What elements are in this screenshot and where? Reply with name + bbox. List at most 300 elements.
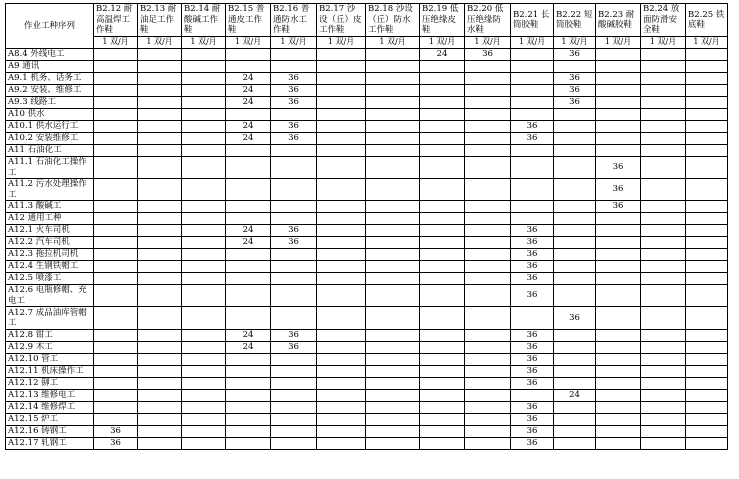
table-row bbox=[6, 366, 728, 378]
value-cell bbox=[465, 61, 511, 73]
value-cell bbox=[686, 97, 728, 109]
value-cell bbox=[317, 133, 366, 145]
value-cell bbox=[317, 330, 366, 342]
row-label: A10 供水 bbox=[6, 109, 94, 121]
value-cell bbox=[596, 213, 641, 225]
value-cell bbox=[271, 261, 317, 273]
value-cell bbox=[182, 73, 226, 85]
value-cell bbox=[317, 121, 366, 133]
value-cell bbox=[420, 273, 465, 285]
unit-cell: 1 双/月 bbox=[554, 37, 596, 49]
column-header: B2.19 低压绝缘皮鞋 bbox=[420, 4, 465, 37]
table-row bbox=[6, 273, 728, 285]
value-cell bbox=[596, 121, 641, 133]
value-cell bbox=[596, 354, 641, 366]
value-cell bbox=[596, 49, 641, 61]
unit-cell: 1 双/月 bbox=[641, 37, 686, 49]
value-cell bbox=[317, 307, 366, 330]
value-cell bbox=[511, 390, 554, 402]
value-cell bbox=[94, 85, 138, 97]
value-cell bbox=[465, 85, 511, 97]
value-cell bbox=[182, 133, 226, 145]
value-cell bbox=[366, 402, 420, 414]
value-cell: 36 bbox=[554, 307, 596, 330]
value-cell bbox=[182, 285, 226, 307]
value-cell bbox=[686, 73, 728, 85]
table-row bbox=[6, 225, 728, 237]
column-header: B2.13 耐油足工作鞋 bbox=[138, 4, 182, 37]
value-cell: 36 bbox=[511, 354, 554, 366]
value-cell bbox=[94, 109, 138, 121]
value-cell bbox=[317, 378, 366, 390]
table-row bbox=[6, 201, 728, 213]
value-cell bbox=[94, 366, 138, 378]
value-cell: 36 bbox=[94, 438, 138, 450]
unit-cell: 1 双/月 bbox=[182, 37, 226, 49]
value-cell bbox=[465, 145, 511, 157]
value-cell bbox=[554, 414, 596, 426]
value-cell bbox=[138, 201, 182, 213]
value-cell bbox=[465, 414, 511, 426]
value-cell bbox=[226, 438, 271, 450]
value-cell bbox=[596, 414, 641, 426]
value-cell bbox=[686, 342, 728, 354]
column-header: B2.24 放面防滑安全鞋 bbox=[641, 4, 686, 37]
value-cell bbox=[465, 157, 511, 179]
value-cell bbox=[138, 179, 182, 201]
value-cell bbox=[182, 145, 226, 157]
value-cell: 36 bbox=[511, 237, 554, 249]
table-body bbox=[6, 49, 728, 450]
value-cell bbox=[182, 438, 226, 450]
value-cell bbox=[366, 342, 420, 354]
value-cell bbox=[641, 109, 686, 121]
value-cell bbox=[94, 414, 138, 426]
value-cell: 36 bbox=[511, 426, 554, 438]
value-cell bbox=[641, 354, 686, 366]
value-cell bbox=[366, 378, 420, 390]
row-label: A9.3 线路工 bbox=[6, 97, 94, 109]
value-cell bbox=[596, 85, 641, 97]
value-cell bbox=[596, 261, 641, 273]
column-header: B2.23 耐酸碱胶鞋 bbox=[596, 4, 641, 37]
value-cell bbox=[686, 414, 728, 426]
value-cell bbox=[317, 438, 366, 450]
value-cell bbox=[554, 213, 596, 225]
value-cell bbox=[138, 97, 182, 109]
value-cell bbox=[94, 402, 138, 414]
value-cell bbox=[271, 378, 317, 390]
value-cell bbox=[317, 109, 366, 121]
value-cell: 36 bbox=[271, 121, 317, 133]
unit-cell: 1 双/月 bbox=[271, 37, 317, 49]
value-cell bbox=[420, 414, 465, 426]
value-cell bbox=[686, 354, 728, 366]
value-cell bbox=[271, 366, 317, 378]
value-cell bbox=[182, 426, 226, 438]
value-cell bbox=[596, 307, 641, 330]
value-cell bbox=[420, 133, 465, 145]
row-label: A12.10 管工 bbox=[6, 354, 94, 366]
value-cell bbox=[182, 273, 226, 285]
row-label: A11.3 酸碱工 bbox=[6, 201, 94, 213]
value-cell bbox=[366, 354, 420, 366]
value-cell bbox=[182, 97, 226, 109]
table-row bbox=[6, 237, 728, 249]
value-cell bbox=[271, 213, 317, 225]
value-cell bbox=[596, 402, 641, 414]
value-cell bbox=[366, 249, 420, 261]
value-cell bbox=[686, 225, 728, 237]
value-cell bbox=[366, 213, 420, 225]
value-cell bbox=[138, 390, 182, 402]
value-cell bbox=[138, 157, 182, 179]
value-cell: 36 bbox=[271, 342, 317, 354]
table-row bbox=[6, 213, 728, 225]
value-cell bbox=[596, 249, 641, 261]
value-cell bbox=[94, 249, 138, 261]
value-cell bbox=[511, 97, 554, 109]
row-label: A12.2 汽车司机 bbox=[6, 237, 94, 249]
unit-cell: 1 双/月 bbox=[366, 37, 420, 49]
value-cell bbox=[641, 73, 686, 85]
value-cell bbox=[271, 354, 317, 366]
value-cell bbox=[686, 426, 728, 438]
value-cell: 24 bbox=[226, 225, 271, 237]
value-cell bbox=[182, 225, 226, 237]
value-cell bbox=[226, 261, 271, 273]
value-cell bbox=[686, 438, 728, 450]
value-cell bbox=[366, 61, 420, 73]
value-cell: 36 bbox=[271, 133, 317, 145]
value-cell bbox=[182, 307, 226, 330]
value-cell: 36 bbox=[271, 85, 317, 97]
value-cell bbox=[271, 109, 317, 121]
value-cell bbox=[317, 390, 366, 402]
value-cell: 36 bbox=[511, 366, 554, 378]
table-row bbox=[6, 438, 728, 450]
value-cell: 24 bbox=[554, 390, 596, 402]
value-cell bbox=[182, 157, 226, 179]
value-cell bbox=[511, 73, 554, 85]
row-label: A12.13 维修电工 bbox=[6, 390, 94, 402]
value-cell bbox=[271, 61, 317, 73]
value-cell bbox=[182, 414, 226, 426]
value-cell bbox=[641, 249, 686, 261]
row-label: A12.9 木工 bbox=[6, 342, 94, 354]
value-cell bbox=[94, 97, 138, 109]
value-cell: 36 bbox=[271, 73, 317, 85]
value-cell bbox=[226, 213, 271, 225]
value-cell bbox=[138, 307, 182, 330]
table-row bbox=[6, 73, 728, 85]
value-cell bbox=[686, 179, 728, 201]
table-row bbox=[6, 426, 728, 438]
table-row bbox=[6, 133, 728, 145]
value-cell bbox=[420, 285, 465, 307]
unit-cell: 1 双/月 bbox=[138, 37, 182, 49]
value-cell bbox=[511, 61, 554, 73]
value-cell bbox=[317, 426, 366, 438]
value-cell bbox=[465, 109, 511, 121]
value-cell bbox=[138, 73, 182, 85]
value-cell bbox=[554, 378, 596, 390]
row-label: A12.17 轧钢工 bbox=[6, 438, 94, 450]
value-cell bbox=[226, 249, 271, 261]
value-cell bbox=[317, 273, 366, 285]
value-cell bbox=[596, 225, 641, 237]
value-cell bbox=[138, 85, 182, 97]
table-row bbox=[6, 85, 728, 97]
value-cell bbox=[94, 342, 138, 354]
value-cell bbox=[554, 285, 596, 307]
value-cell bbox=[596, 390, 641, 402]
value-cell bbox=[366, 307, 420, 330]
row-label: A12.5 喷漆工 bbox=[6, 273, 94, 285]
value-cell bbox=[465, 307, 511, 330]
value-cell bbox=[641, 402, 686, 414]
value-cell bbox=[554, 402, 596, 414]
table-row bbox=[6, 97, 728, 109]
row-label: A11.2 污水处理操作工 bbox=[6, 179, 94, 201]
table-row bbox=[6, 390, 728, 402]
value-cell bbox=[596, 73, 641, 85]
value-cell bbox=[554, 354, 596, 366]
value-cell bbox=[596, 438, 641, 450]
value-cell bbox=[226, 109, 271, 121]
value-cell bbox=[641, 201, 686, 213]
value-cell bbox=[420, 121, 465, 133]
value-cell bbox=[686, 121, 728, 133]
table-row bbox=[6, 330, 728, 342]
value-cell bbox=[366, 73, 420, 85]
value-cell bbox=[138, 121, 182, 133]
value-cell bbox=[686, 366, 728, 378]
value-cell bbox=[465, 354, 511, 366]
value-cell bbox=[641, 121, 686, 133]
value-cell bbox=[465, 261, 511, 273]
value-cell: 36 bbox=[554, 49, 596, 61]
value-cell: 36 bbox=[511, 121, 554, 133]
value-cell bbox=[420, 157, 465, 179]
value-cell: 36 bbox=[596, 179, 641, 201]
value-cell bbox=[686, 213, 728, 225]
value-cell bbox=[641, 273, 686, 285]
value-cell bbox=[271, 390, 317, 402]
value-cell bbox=[366, 121, 420, 133]
value-cell bbox=[420, 438, 465, 450]
value-cell bbox=[641, 390, 686, 402]
value-cell bbox=[465, 213, 511, 225]
row-label: A12.16 铸钢工 bbox=[6, 426, 94, 438]
value-cell bbox=[554, 342, 596, 354]
value-cell bbox=[138, 285, 182, 307]
value-cell bbox=[554, 438, 596, 450]
value-cell bbox=[226, 402, 271, 414]
value-cell bbox=[420, 426, 465, 438]
value-cell bbox=[138, 426, 182, 438]
value-cell bbox=[226, 179, 271, 201]
unit-cell: 1 双/月 bbox=[465, 37, 511, 49]
value-cell bbox=[182, 121, 226, 133]
unit-cell: 1 双/月 bbox=[686, 37, 728, 49]
value-cell bbox=[420, 201, 465, 213]
value-cell bbox=[182, 261, 226, 273]
value-cell bbox=[94, 390, 138, 402]
value-cell bbox=[554, 330, 596, 342]
value-cell bbox=[465, 330, 511, 342]
table-row bbox=[6, 49, 728, 61]
value-cell bbox=[686, 133, 728, 145]
value-cell bbox=[138, 366, 182, 378]
value-cell bbox=[317, 225, 366, 237]
value-cell bbox=[317, 366, 366, 378]
value-cell: 36 bbox=[511, 330, 554, 342]
value-cell bbox=[226, 378, 271, 390]
value-cell bbox=[554, 237, 596, 249]
value-cell bbox=[138, 237, 182, 249]
value-cell bbox=[554, 133, 596, 145]
value-cell bbox=[641, 237, 686, 249]
value-cell bbox=[511, 49, 554, 61]
value-cell bbox=[420, 85, 465, 97]
value-cell bbox=[182, 49, 226, 61]
value-cell bbox=[317, 49, 366, 61]
value-cell bbox=[317, 342, 366, 354]
value-cell bbox=[226, 273, 271, 285]
row-label: A12.14 维修焊工 bbox=[6, 402, 94, 414]
corner-header: 作业工种序列 bbox=[6, 4, 94, 49]
value-cell bbox=[420, 342, 465, 354]
value-cell bbox=[554, 179, 596, 201]
value-cell bbox=[686, 261, 728, 273]
value-cell bbox=[420, 330, 465, 342]
value-cell bbox=[641, 414, 686, 426]
value-cell bbox=[641, 366, 686, 378]
value-cell bbox=[138, 109, 182, 121]
value-cell bbox=[511, 307, 554, 330]
value-cell bbox=[686, 285, 728, 307]
value-cell: 36 bbox=[271, 237, 317, 249]
value-cell bbox=[317, 73, 366, 85]
value-cell bbox=[226, 366, 271, 378]
value-cell bbox=[182, 179, 226, 201]
value-cell bbox=[138, 330, 182, 342]
value-cell bbox=[94, 237, 138, 249]
value-cell bbox=[271, 157, 317, 179]
value-cell bbox=[596, 61, 641, 73]
value-cell bbox=[94, 133, 138, 145]
value-cell bbox=[182, 390, 226, 402]
unit-cell: 1 双/月 bbox=[420, 37, 465, 49]
value-cell bbox=[554, 109, 596, 121]
value-cell bbox=[138, 249, 182, 261]
column-header: B2.15 普通皮工作鞋 bbox=[226, 4, 271, 37]
row-label: A12.12 铆工 bbox=[6, 378, 94, 390]
value-cell bbox=[641, 307, 686, 330]
value-cell bbox=[420, 378, 465, 390]
value-cell bbox=[686, 85, 728, 97]
value-cell bbox=[182, 249, 226, 261]
value-cell bbox=[138, 273, 182, 285]
value-cell bbox=[94, 121, 138, 133]
value-cell bbox=[420, 402, 465, 414]
value-cell bbox=[511, 213, 554, 225]
value-cell bbox=[465, 438, 511, 450]
value-cell bbox=[94, 285, 138, 307]
value-cell: 36 bbox=[511, 414, 554, 426]
value-cell bbox=[686, 273, 728, 285]
column-header: B2.18 沙设（丘）防水工作鞋 bbox=[366, 4, 420, 37]
value-cell bbox=[465, 121, 511, 133]
value-cell bbox=[596, 237, 641, 249]
value-cell bbox=[686, 145, 728, 157]
value-cell bbox=[596, 109, 641, 121]
value-cell bbox=[641, 85, 686, 97]
value-cell bbox=[366, 97, 420, 109]
value-cell bbox=[596, 366, 641, 378]
value-cell bbox=[94, 49, 138, 61]
value-cell bbox=[317, 61, 366, 73]
value-cell bbox=[366, 145, 420, 157]
value-cell bbox=[366, 366, 420, 378]
value-cell bbox=[366, 179, 420, 201]
value-cell bbox=[317, 201, 366, 213]
value-cell bbox=[641, 213, 686, 225]
value-cell bbox=[465, 97, 511, 109]
value-cell bbox=[596, 285, 641, 307]
value-cell bbox=[226, 307, 271, 330]
value-cell bbox=[366, 49, 420, 61]
value-cell: 24 bbox=[226, 121, 271, 133]
value-cell bbox=[138, 49, 182, 61]
value-cell bbox=[138, 438, 182, 450]
value-cell bbox=[554, 121, 596, 133]
table-row bbox=[6, 307, 728, 330]
value-cell: 36 bbox=[271, 330, 317, 342]
value-cell bbox=[138, 402, 182, 414]
value-cell bbox=[271, 273, 317, 285]
value-cell bbox=[420, 225, 465, 237]
value-cell bbox=[317, 402, 366, 414]
value-cell bbox=[686, 378, 728, 390]
value-cell bbox=[226, 285, 271, 307]
value-cell bbox=[420, 61, 465, 73]
value-cell bbox=[465, 249, 511, 261]
table-row bbox=[6, 179, 728, 201]
table-row bbox=[6, 157, 728, 179]
value-cell bbox=[686, 390, 728, 402]
table-row bbox=[6, 249, 728, 261]
value-cell: 36 bbox=[465, 49, 511, 61]
value-cell bbox=[138, 378, 182, 390]
table-row bbox=[6, 354, 728, 366]
value-cell bbox=[366, 237, 420, 249]
value-cell bbox=[317, 157, 366, 179]
value-cell: 36 bbox=[596, 157, 641, 179]
value-cell bbox=[366, 225, 420, 237]
value-cell bbox=[94, 261, 138, 273]
value-cell bbox=[641, 157, 686, 179]
value-cell bbox=[641, 438, 686, 450]
value-cell bbox=[465, 201, 511, 213]
unit-cell: 1 双/月 bbox=[511, 37, 554, 49]
value-cell bbox=[366, 273, 420, 285]
table-row bbox=[6, 285, 728, 307]
value-cell bbox=[94, 145, 138, 157]
value-cell bbox=[596, 145, 641, 157]
value-cell bbox=[138, 225, 182, 237]
